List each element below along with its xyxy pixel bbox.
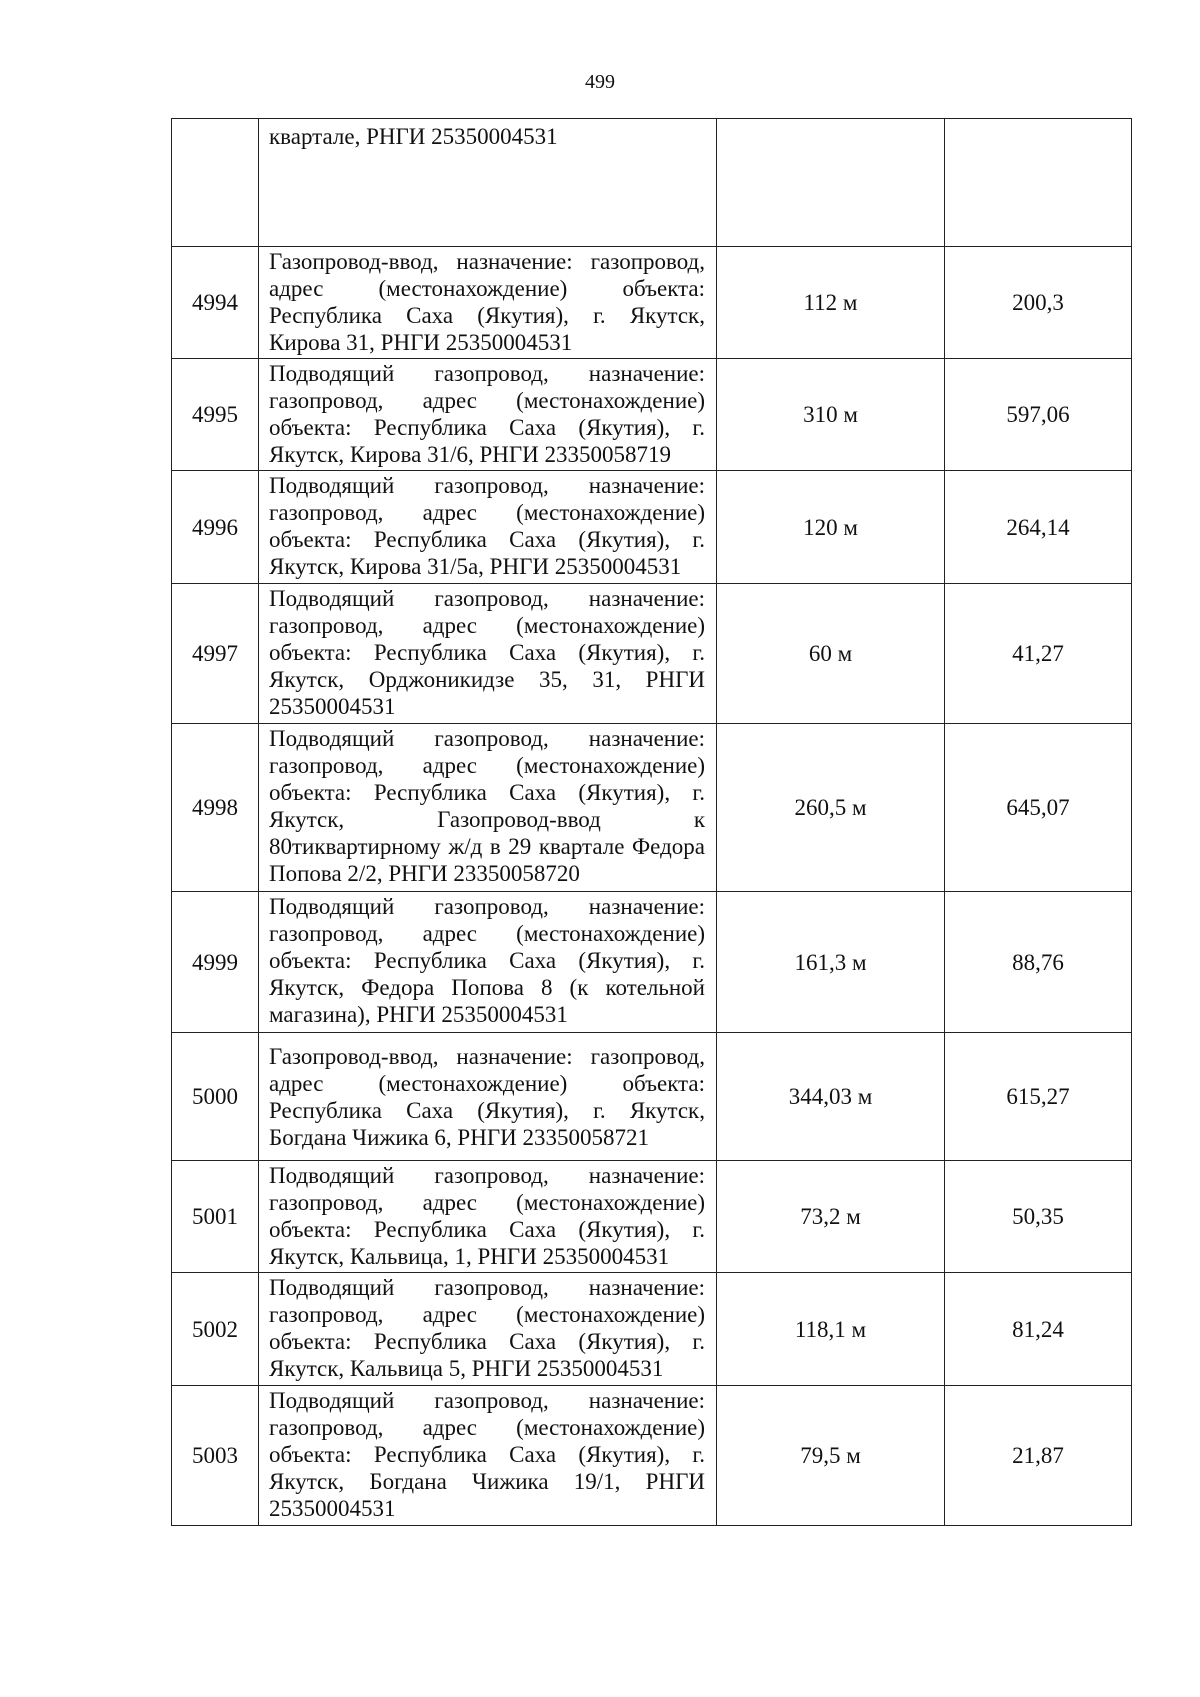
row-description-cell: Подводящий газопровод, назначение: газопровод, адрес (местонахождение) объекта: Республика Саха (Якутия), г. Якутск, Газопровод-ввод к 80тиквартирному ж/д в 29 квартале Федора Попова 2/2, РНГИ 23350058720 <box>259 724 717 892</box>
row-number-cell: 4995 <box>172 359 259 471</box>
row-description-cell: Подводящий газопровод, назначение: газопровод, адрес (местонахождение) объекта: Республика Саха (Якутия), г. Якутск, Кирова 31/6, РНГИ 23350058719 <box>259 359 717 471</box>
row-length-cell: 344,03 м <box>717 1033 945 1161</box>
row-cost-cell <box>945 119 1132 247</box>
row-cost-cell: 88,76 <box>945 892 1132 1033</box>
row-description-cell: Подводящий газопровод, назначение: газопровод, адрес (местонахождение) объекта: Республика Саха (Якутия), г. Якутск, Кальвица 5, РНГИ 25350004531 <box>259 1273 717 1386</box>
row-length-cell: 79,5 м <box>717 1386 945 1526</box>
row-number-cell: 5002 <box>172 1273 259 1386</box>
row-cost-cell: 81,24 <box>945 1273 1132 1386</box>
row-number-cell: 4994 <box>172 247 259 359</box>
table-row <box>172 1033 1132 1161</box>
row-description-cell: Газопровод-ввод, назначение: газопровод, адрес (местонахождение) объекта: Республика Саха (Якутия), г. Якутск, Богдана Чижика 6, РНГИ 23350058721 <box>259 1033 717 1161</box>
row-number-cell: 5000 <box>172 1033 259 1161</box>
row-description-cell: Подводящий газопровод, назначение: газопровод, адрес (местонахождение) объекта: Республика Саха (Якутия), г. Якутск, Кальвица, 1, РНГИ 25350004531 <box>259 1161 717 1273</box>
table-row <box>172 247 1132 359</box>
row-length-cell: 260,5 м <box>717 724 945 892</box>
row-number-cell: 4999 <box>172 892 259 1033</box>
table-row <box>172 584 1132 724</box>
row-number-cell: 5001 <box>172 1161 259 1273</box>
table-row <box>172 1161 1132 1273</box>
row-length-cell <box>717 119 945 247</box>
row-cost-cell: 21,87 <box>945 1386 1132 1526</box>
row-description-cell: Газопровод-ввод, назначение: газопровод, адрес (местонахождение) объекта: Республика Саха (Якутия), г. Якутск, Кирова 31, РНГИ 25350004531 <box>259 247 717 359</box>
row-length-cell: 118,1 м <box>717 1273 945 1386</box>
row-number-cell: 4997 <box>172 584 259 724</box>
row-description-cell: Подводящий газопровод, назначение: газопровод, адрес (местонахождение) объекта: Республика Саха (Якутия), г. Якутск, Орджоникидзе 35, 31, РНГИ 25350004531 <box>259 584 717 724</box>
table-row <box>172 471 1132 584</box>
row-number-cell: 4998 <box>172 724 259 892</box>
property-table <box>171 118 1132 1526</box>
row-cost-cell: 50,35 <box>945 1161 1132 1273</box>
row-number-cell: 5003 <box>172 1386 259 1526</box>
row-cost-cell: 615,27 <box>945 1033 1132 1161</box>
table-row <box>172 1273 1132 1386</box>
row-description-cell: Подводящий газопровод, назначение: газопровод, адрес (местонахождение) объекта: Республика Саха (Якутия), г. Якутск, Богдана Чижика 19/1, РНГИ 25350004531 <box>259 1386 717 1526</box>
row-description-cell: Подводящий газопровод, назначение: газопровод, адрес (местонахождение) объекта: Республика Саха (Якутия), г. Якутск, Федора Попова 8 (к котельной магазина), РНГИ 25350004531 <box>259 892 717 1033</box>
row-cost-cell: 200,3 <box>945 247 1132 359</box>
row-number-cell <box>172 119 259 247</box>
page-number: 499 <box>585 71 615 93</box>
row-length-cell: 310 м <box>717 359 945 471</box>
row-cost-cell: 41,27 <box>945 584 1132 724</box>
row-description-cell: Подводящий газопровод, назначение: газопровод, адрес (местонахождение) объекта: Республика Саха (Якутия), г. Якутск, Кирова 31/5а, РНГИ 25350004531 <box>259 471 717 584</box>
row-cost-cell: 264,14 <box>945 471 1132 584</box>
row-length-cell: 60 м <box>717 584 945 724</box>
table-row <box>172 359 1132 471</box>
table-row <box>172 724 1132 892</box>
table-row-continuation <box>172 119 1132 247</box>
row-length-cell: 161,3 м <box>717 892 945 1033</box>
row-description-cell: квартале, РНГИ 25350004531 <box>259 119 717 247</box>
table-row <box>172 1386 1132 1526</box>
row-number-cell: 4996 <box>172 471 259 584</box>
row-cost-cell: 645,07 <box>945 724 1132 892</box>
table-row <box>172 892 1132 1033</box>
row-length-cell: 112 м <box>717 247 945 359</box>
row-cost-cell: 597,06 <box>945 359 1132 471</box>
row-length-cell: 120 м <box>717 471 945 584</box>
row-length-cell: 73,2 м <box>717 1161 945 1273</box>
